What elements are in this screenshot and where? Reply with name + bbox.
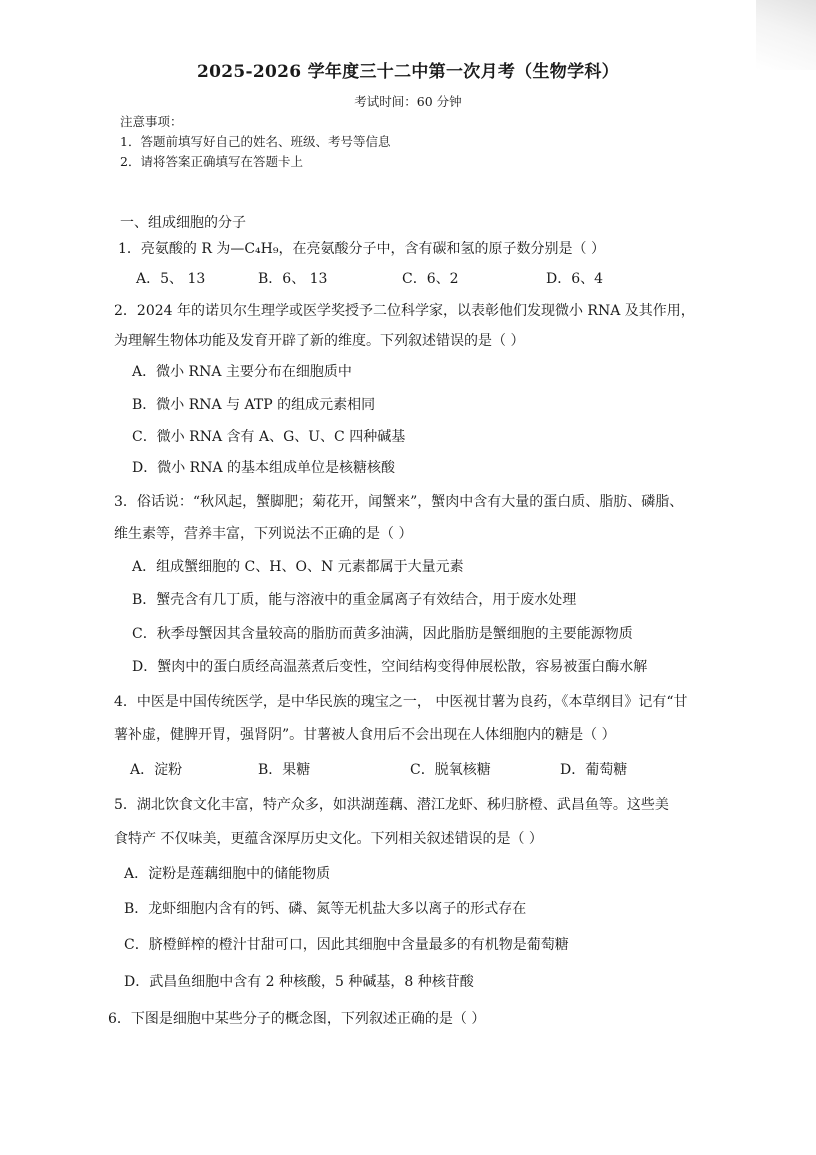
question-5-option-a: A．淀粉是莲藕细胞中的储能物质 [124,866,331,882]
question-1-option-d: D．6、4 [546,271,604,287]
question-6-stem: 6．下图是细胞中某些分子的概念图，下列叙述正确的是（ ） [108,1011,486,1027]
question-3-stem-line: 3．俗话说：“秋风起，蟹脚肥；菊花开，闻蟹来”，蟹肉中含有大量的蛋白质、脂肪、磷脂、 [114,494,684,510]
note-item: 2．请将答案正确填写在答题卡上 [120,154,303,169]
question-3-option-d: D．蟹肉中的蛋白质经高温蒸煮后变性，空间结构变得伸展松散，容易被蛋白酶水解 [132,659,648,675]
notes-heading: 注意事项： [120,114,183,129]
section-title: 一、组成细胞的分子 [120,215,246,231]
question-4-option-c: C．脱氧核糖 [410,762,491,778]
question-4-option-b: B．果糖 [258,762,311,778]
question-5-option-d: D．武昌鱼细胞中含有 2 种核酸，5 种碱基，8 种核苷酸 [124,974,474,990]
question-4-option-d: D．葡萄糖 [560,762,628,778]
question-5-option-c: C．脐橙鲜榨的橙汁甘甜可口，因此其细胞中含量最多的有机物是葡萄糖 [124,937,569,953]
question-3-option-a: A．组成蟹细胞的 C、H、O、N 元素都属于大量元素 [132,559,464,575]
question-2-stem-line: 为理解生物体功能及发育开辟了新的维度。下列叙述错误的是（ ） [114,333,525,349]
question-4-stem-line: 4．中医是中国传统医学，是中华民族的瑰宝之一， 中医视甘薯为良药，《本草纲目》记有“甘 [114,694,688,710]
question-1-stem: 1．亮氨酸的 R 为—C₄H₉，在亮氨酸分子中，含有碳和氢的原子数分别是（ ） [118,241,605,257]
question-2-stem-line: 2．2024 年的诺贝尔生理学或医学奖授予二位科学家，以表彰他们发现微小 RNA 及其作用， [114,303,695,319]
question-5-stem-line: 食特产 不仅味美，更蕴含深厚历史文化。下列相关叙述错误的是（ ） [114,831,543,847]
question-5-stem-line: 5．湖北饮食文化丰富，特产众多，如洪湖莲藕、潜江龙虾、秭归脐橙、武昌鱼等。这些美 [114,797,669,813]
question-2-option-a: A．微小 RNA 主要分布在细胞质中 [132,364,352,380]
question-2-option-b: B．微小 RNA 与 ATP 的组成元素相同 [132,397,376,413]
question-1-option-c: C．6、2 [402,271,459,287]
question-3-option-c: C．秋季母蟹因其含量较高的脂肪而黄多油满，因此脂肪是蟹细胞的主要能源物质 [132,626,633,642]
question-1-option-b: B．6、 13 [258,271,328,287]
exam-title: 2025-2026 学年度三十二中第一次月考（生物学科） [196,62,619,82]
scan-corner-shadow [756,0,816,70]
question-2-option-d: D．微小 RNA 的基本组成单位是核糖核酸 [132,460,396,476]
question-3-option-b: B．蟹壳含有几丁质，能与溶液中的重金属离子有效结合，用于废水处理 [132,592,577,608]
question-5-option-b: B．龙虾细胞内含有的钙、磷、氮等无机盐大多以离子的形式存在 [124,901,527,917]
note-item: 1．答题前填写好自己的姓名、班级、考号等信息 [120,134,391,149]
question-4-stem-line: 薯补虚，健脾开胃，强肾阴”。甘薯被人食用后不会出现在人体细胞内的糖是（ ） [114,727,616,743]
question-3-stem-line: 维生素等，营养丰富，下列说法不正确的是（ ） [114,526,413,542]
question-2-option-c: C．微小 RNA 含有 A、G、U、C 四种碱基 [132,429,406,445]
question-4-option-a: A．淀粉 [130,762,183,778]
question-1-option-a: A．5、 13 [136,271,206,287]
exam-time: 考试时间：60 分钟 [354,94,462,109]
